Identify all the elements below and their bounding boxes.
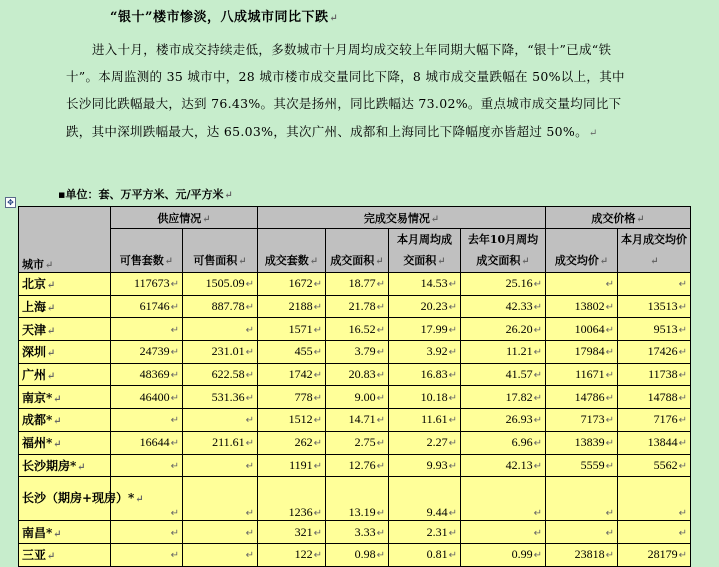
paragraph-mark-icon: ↵ — [678, 347, 688, 359]
value-cell — [461, 477, 546, 521]
value-cell: 11738↵ — [618, 363, 691, 386]
paragraph-mark-icon: ↵ — [678, 302, 688, 314]
paragraph-mark-icon: ↵ — [313, 508, 323, 520]
paragraph-mark-icon: ↵ — [678, 370, 688, 382]
paragraph-mark-icon: ↵ — [170, 279, 179, 291]
paragraph-mark-icon: ↵ — [533, 438, 543, 450]
column-header: 可售面积↵ — [183, 229, 258, 273]
city-cell: 福州*↵ — [19, 431, 111, 454]
value-cell: 14.53↵ — [389, 273, 461, 296]
header-price-group: 成交价格↵ — [546, 207, 691, 229]
value-cell: 28179↵ — [618, 543, 691, 566]
paragraph-mark-icon: ↵ — [678, 415, 688, 427]
paragraph-mark-icon: ↵ — [376, 527, 386, 539]
paragraph-mark-icon: ↵ — [533, 415, 543, 427]
value-cell: 9.44↵ — [389, 477, 461, 521]
paragraph-mark-icon: ↵ — [376, 508, 386, 520]
value-cell: 0.99↵ — [461, 543, 546, 566]
paragraph-mark-icon: ↵ — [605, 527, 615, 539]
value-cell: 5562↵ — [618, 454, 691, 477]
paragraph-mark-icon: ↵ — [605, 508, 615, 520]
value-cell: 1236↵ — [258, 477, 326, 521]
paragraph-mark-icon: ↵ — [521, 256, 530, 267]
paragraph-mark-icon: ↵ — [309, 256, 319, 267]
table-row — [19, 431, 691, 454]
column-header: 成交均价↵ — [546, 229, 618, 273]
paragraph-mark-icon: ↵ — [245, 324, 255, 336]
value-cell: 17984↵ — [546, 341, 618, 364]
value-cell — [461, 521, 546, 544]
value-cell: 17.82↵ — [461, 386, 546, 409]
paragraph-mark-icon: ↵ — [376, 279, 386, 291]
paragraph-mark-icon: ↵ — [533, 347, 543, 359]
table-row — [19, 477, 691, 521]
value-cell: 16644↵ — [111, 431, 183, 454]
paragraph-mark-icon: ↵ — [313, 415, 323, 427]
table-row — [19, 454, 691, 477]
paragraph-mark-icon: ↵ — [313, 302, 323, 314]
paragraph-mark-icon: ↵ — [170, 527, 179, 539]
value-cell: 23818↵ — [546, 543, 618, 566]
value-cell: 2.75↵ — [326, 431, 389, 454]
paragraph-mark-icon: ↵ — [375, 256, 384, 267]
value-cell: 20.83↵ — [326, 363, 389, 386]
article-title: “银十”楼市惨淡，八成城市同比下跌↵ — [110, 10, 339, 25]
paragraph-mark-icon: ↵ — [448, 324, 458, 336]
value-cell: 48369↵ — [111, 363, 183, 386]
value-cell — [546, 477, 618, 521]
value-cell: 531.36↵ — [183, 386, 258, 409]
value-cell — [546, 273, 618, 296]
value-cell: 13513↵ — [618, 295, 691, 318]
paragraph-mark-icon: ↵ — [678, 550, 688, 562]
paragraph-mark-icon: ↵ — [53, 393, 62, 405]
paragraph-mark-icon: ↵ — [437, 256, 446, 267]
value-cell — [111, 543, 183, 566]
city-cell: 广州↵ — [19, 363, 111, 386]
paragraph-mark-icon: ↵ — [533, 527, 543, 539]
paragraph-mark-icon: ↵ — [448, 415, 458, 427]
value-cell — [618, 477, 691, 521]
paragraph-mark-icon: ↵ — [448, 527, 458, 539]
value-cell: 622.58↵ — [183, 363, 258, 386]
value-cell: 42.33↵ — [461, 295, 546, 318]
paragraph-mark-icon: ↵ — [448, 392, 458, 404]
paragraph-mark-icon: ↵ — [313, 550, 323, 562]
value-cell: 10064↵ — [546, 318, 618, 341]
value-cell: 42.13↵ — [461, 454, 546, 477]
column-header: 可售套数↵ — [111, 229, 183, 273]
paragraph-mark-icon: ↵ — [245, 508, 255, 520]
value-cell: 25.16↵ — [461, 273, 546, 296]
unit-note: ▪单位：套、万平方米、元/平方米↵ — [58, 188, 233, 201]
paragraph-mark-icon: ↵ — [313, 279, 323, 291]
paragraph-mark-icon: ↵ — [605, 279, 615, 291]
paragraph-mark-icon: ↵ — [533, 302, 543, 314]
paragraph-mark-icon: ↵ — [47, 348, 56, 360]
paragraph-mark-icon: ↵ — [533, 508, 543, 520]
paragraph-mark-icon: ↵ — [376, 415, 386, 427]
city-cell: 上海↵ — [19, 295, 111, 318]
paragraph-mark-icon: ↵ — [605, 550, 615, 562]
paragraph-mark-icon: ↵ — [678, 508, 688, 520]
value-cell — [111, 318, 183, 341]
paragraph-mark-icon: ↵ — [170, 302, 179, 314]
paragraph-mark-icon: ↵ — [47, 303, 56, 315]
city-cell: 南昌*↵ — [19, 521, 111, 544]
value-cell: 14.71↵ — [326, 409, 389, 432]
paragraph-mark-icon: ↵ — [170, 508, 179, 520]
paragraph-mark-icon: ↵ — [313, 347, 323, 359]
paragraph-mark-icon: ↵ — [47, 280, 56, 292]
paragraph-mark-icon: ↵ — [376, 324, 386, 336]
table-row — [19, 363, 691, 386]
paragraph-mark-icon: ↵ — [605, 415, 615, 427]
paragraph-mark-icon: ↵ — [53, 528, 62, 540]
paragraph-mark-icon: ↵ — [678, 438, 688, 450]
value-cell — [183, 477, 258, 521]
paragraph-mark-icon: ↵ — [313, 324, 323, 336]
value-cell: 16.83↵ — [389, 363, 461, 386]
paragraph-mark-icon: ↵ — [224, 190, 233, 201]
paragraph-mark-icon: ↵ — [170, 415, 179, 427]
value-cell: 1742↵ — [258, 363, 326, 386]
value-cell — [183, 543, 258, 566]
paragraph-mark-icon: ↵ — [605, 438, 615, 450]
paragraph-mark-icon: ↵ — [164, 256, 174, 267]
column-header: 成交套数↵ — [258, 229, 326, 273]
value-cell: 6.96↵ — [461, 431, 546, 454]
paragraph-mark-icon: ↵ — [448, 438, 458, 450]
paragraph-mark-icon: ↵ — [376, 392, 386, 404]
paragraph-mark-icon: ↵ — [533, 460, 543, 472]
paragraph-mark-icon: ↵ — [448, 302, 458, 314]
paragraph-mark-icon: ↵ — [313, 370, 323, 382]
paragraph-mark-icon: ↵ — [170, 460, 179, 472]
value-cell: 211.61↵ — [183, 431, 258, 454]
paragraph-mark-icon: ↵ — [448, 508, 458, 520]
paragraph-mark-icon: ↵ — [47, 371, 56, 383]
header-city: 城市↵ — [19, 207, 111, 273]
value-cell — [618, 521, 691, 544]
value-cell: 0.81↵ — [389, 543, 461, 566]
paragraph-mark-icon: ↵ — [53, 439, 62, 451]
paragraph-mark-icon: ↵ — [376, 460, 386, 472]
city-cell: 长沙期房*↵ — [19, 454, 111, 477]
table-row — [19, 295, 691, 318]
paragraph-mark-icon: ↵ — [313, 527, 323, 539]
paragraph-mark-icon: ↵ — [533, 550, 543, 562]
paragraph-mark-icon: ↵ — [678, 527, 688, 539]
value-cell: 13802↵ — [546, 295, 618, 318]
paragraph-mark-icon: ↵ — [47, 551, 56, 563]
table-row — [19, 341, 691, 364]
value-cell: 122↵ — [258, 543, 326, 566]
value-cell: 13839↵ — [546, 431, 618, 454]
value-cell — [546, 521, 618, 544]
paragraph-mark-icon: ↵ — [376, 302, 386, 314]
value-cell — [111, 454, 183, 477]
paragraph-mark-icon: ↵ — [533, 370, 543, 382]
paragraph-mark-icon: ↵ — [448, 370, 458, 382]
paragraph-mark-icon: ↵ — [170, 370, 179, 382]
paragraph-mark-icon: ↵ — [376, 438, 386, 450]
column-header: 去年10月周均成交面积↵ — [461, 229, 546, 273]
paragraph-mark-icon: ↵ — [245, 550, 255, 562]
paragraph-mark-icon: ↵ — [588, 127, 598, 139]
value-cell: 5559↵ — [546, 454, 618, 477]
value-cell: 1571↵ — [258, 318, 326, 341]
paragraph-mark-icon: ↵ — [605, 392, 615, 404]
city-cell: 深圳↵ — [19, 341, 111, 364]
paragraph-mark-icon: ↵ — [605, 347, 615, 359]
value-cell: 9.00↵ — [326, 386, 389, 409]
table-row — [19, 543, 691, 566]
value-cell — [183, 521, 258, 544]
value-cell — [183, 409, 258, 432]
paragraph-mark-icon: ↵ — [77, 461, 86, 473]
paragraph-mark-icon: ↵ — [533, 324, 543, 336]
value-cell: 11671↵ — [546, 363, 618, 386]
paragraph-mark-icon: ↵ — [605, 370, 615, 382]
value-cell: 262↵ — [258, 431, 326, 454]
table-row — [19, 409, 691, 432]
paragraph-mark-icon: ↵ — [533, 279, 543, 291]
value-cell: 321↵ — [258, 521, 326, 544]
city-cell: 天津↵ — [19, 318, 111, 341]
value-cell: 0.98↵ — [326, 543, 389, 566]
value-cell — [183, 318, 258, 341]
value-cell: 9.93↵ — [389, 454, 461, 477]
paragraph-mark-icon: ↵ — [170, 438, 179, 450]
value-cell: 14788↵ — [618, 386, 691, 409]
paragraph-mark-icon: ↵ — [245, 438, 255, 450]
column-header: 成交面积↵ — [326, 229, 389, 273]
value-cell: 117673↵ — [111, 273, 183, 296]
paragraph-mark-icon: ↵ — [47, 325, 56, 337]
value-cell — [618, 273, 691, 296]
paragraph-mark-icon: ↵ — [245, 527, 255, 539]
value-cell: 17426↵ — [618, 341, 691, 364]
paragraph-mark-icon: ↵ — [599, 256, 609, 267]
value-cell: 26.93↵ — [461, 409, 546, 432]
value-cell: 61746↵ — [111, 295, 183, 318]
value-cell: 26.20↵ — [461, 318, 546, 341]
paragraph-mark-icon: ↵ — [448, 279, 458, 291]
value-cell: 3.33↵ — [326, 521, 389, 544]
value-cell: 11.61↵ — [389, 409, 461, 432]
paragraph-mark-icon: ↵ — [135, 493, 144, 505]
paragraph-mark-icon: ↵ — [170, 392, 179, 404]
value-cell: 46400↵ — [111, 386, 183, 409]
value-cell: 2.27↵ — [389, 431, 461, 454]
value-cell — [111, 409, 183, 432]
value-cell: 13844↵ — [618, 431, 691, 454]
table-row — [19, 318, 691, 341]
value-cell: 17.99↵ — [389, 318, 461, 341]
paragraph-mark-icon: ↵ — [376, 550, 386, 562]
value-cell: 2.31↵ — [389, 521, 461, 544]
value-cell: 13.19↵ — [326, 477, 389, 521]
paragraph-mark-icon: ↵ — [376, 347, 386, 359]
value-cell: 18.77↵ — [326, 273, 389, 296]
move-handle-icon[interactable]: ✥ — [5, 197, 16, 208]
value-cell: 21.78↵ — [326, 295, 389, 318]
value-cell: 16.52↵ — [326, 318, 389, 341]
paragraph-mark-icon: ↵ — [245, 415, 255, 427]
value-cell: 7173↵ — [546, 409, 618, 432]
paragraph-mark-icon: ↵ — [245, 302, 255, 314]
paragraph-mark-icon: ↵ — [53, 416, 62, 428]
paragraph-mark-icon: ↵ — [245, 347, 255, 359]
value-cell: 1672↵ — [258, 273, 326, 296]
paragraph-mark-icon: ↵ — [448, 460, 458, 472]
paragraph-mark-icon: ↵ — [245, 392, 255, 404]
article-paragraph: 进入十月，楼市成交持续走低，多数城市十月周均成交较上年同期大幅下降，“银十”已成“铁十”。本周监测的 35 城市中，28 城市楼市成交量同比下降，8 城市成交量跌幅在 50%以上，其中长沙同比跌幅最大，达到 76.43%。其次是扬州，同比跌幅达 73.02%。重点城市成交量均同比下跌，其中深圳跌幅最大，达 65.03%，其次广州、成都和上海同比下降幅度亦皆超过 50%。↵ — [66, 42, 625, 139]
header-deal-group: 完成交易情况↵ — [258, 207, 546, 229]
value-cell: 887.78↵ — [183, 295, 258, 318]
paragraph-mark-icon: ↵ — [678, 324, 688, 336]
value-cell: 12.76↵ — [326, 454, 389, 477]
paragraph-mark-icon: ↵ — [650, 256, 659, 267]
table-row — [19, 521, 691, 544]
paragraph-mark-icon: ↵ — [678, 460, 688, 472]
value-cell: 2188↵ — [258, 295, 326, 318]
value-cell: 20.23↵ — [389, 295, 461, 318]
paragraph-mark-icon: ↵ — [313, 460, 323, 472]
paragraph-mark-icon: ↵ — [238, 256, 247, 267]
value-cell: 24739↵ — [111, 341, 183, 364]
paragraph-mark-icon: ↵ — [533, 392, 543, 404]
paragraph-mark-icon: ↵ — [448, 347, 458, 359]
value-cell: 10.18↵ — [389, 386, 461, 409]
header-supply-group: 供应情况↵ — [111, 207, 258, 229]
paragraph-mark-icon: ↵ — [376, 370, 386, 382]
paragraph-mark-icon: ↵ — [605, 302, 615, 314]
value-cell: 1505.09↵ — [183, 273, 258, 296]
value-cell: 7176↵ — [618, 409, 691, 432]
value-cell — [183, 454, 258, 477]
column-header: 本月成交均价↵ — [618, 229, 691, 273]
housing-market-table — [18, 206, 691, 567]
column-header: 本月周均成交面积↵ — [389, 229, 461, 273]
value-cell: 9513↵ — [618, 318, 691, 341]
paragraph-mark-icon: ↵ — [245, 279, 255, 291]
city-cell: 北京↵ — [19, 273, 111, 296]
value-cell: 1191↵ — [258, 454, 326, 477]
table-row — [19, 273, 691, 296]
value-cell — [111, 521, 183, 544]
city-cell: 成都*↵ — [19, 409, 111, 432]
paragraph-mark-icon: ↵ — [605, 460, 615, 472]
value-cell: 11.21↵ — [461, 341, 546, 364]
paragraph-mark-icon: ↵ — [678, 392, 688, 404]
value-cell: 231.01↵ — [183, 341, 258, 364]
paragraph-mark-icon: ↵ — [678, 279, 688, 291]
value-cell: 14786↵ — [546, 386, 618, 409]
paragraph-mark-icon: ↵ — [170, 347, 179, 359]
paragraph-mark-icon: ↵ — [329, 13, 339, 24]
table-row — [19, 386, 691, 409]
value-cell: 3.92↵ — [389, 341, 461, 364]
paragraph-mark-icon: ↵ — [313, 392, 323, 404]
paragraph-mark-icon: ↵ — [605, 324, 615, 336]
paragraph-mark-icon: ↵ — [313, 438, 323, 450]
paragraph-mark-icon: ↵ — [448, 550, 458, 562]
paragraph-mark-icon: ↵ — [170, 550, 179, 562]
city-cell: 长沙（期房+现房）*↵ — [19, 477, 111, 521]
paragraph-mark-icon: ↵ — [245, 370, 255, 382]
value-cell: 455↵ — [258, 341, 326, 364]
paragraph-mark-icon: ↵ — [170, 324, 179, 336]
city-cell: 三亚↵ — [19, 543, 111, 566]
city-cell: 南京*↵ — [19, 386, 111, 409]
value-cell: 3.79↵ — [326, 341, 389, 364]
value-cell: 778↵ — [258, 386, 326, 409]
value-cell: 41.57↵ — [461, 363, 546, 386]
value-cell: 1512↵ — [258, 409, 326, 432]
paragraph-mark-icon: ↵ — [245, 460, 255, 472]
